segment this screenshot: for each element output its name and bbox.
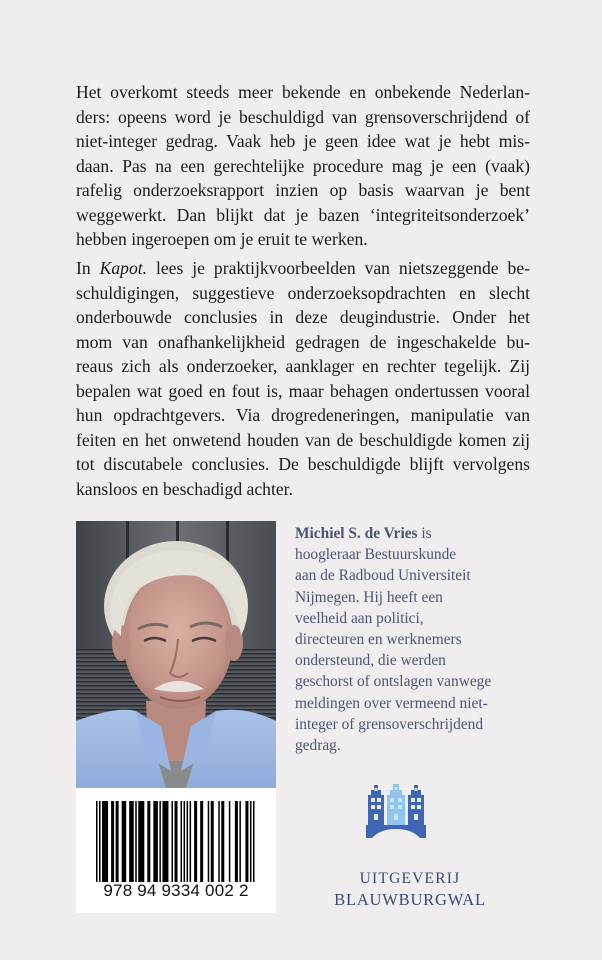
barcode-bar bbox=[159, 801, 161, 882]
barcode-bar bbox=[129, 801, 134, 882]
publisher-line-2: BLAUWBURGWAL bbox=[334, 890, 486, 909]
barcode-bar bbox=[235, 801, 238, 882]
barcode-bar bbox=[153, 801, 158, 882]
blurb-text: lees je praktijkvoorbeelden van nietszeggende be- bbox=[147, 258, 530, 278]
isbn-barcode bbox=[96, 801, 256, 882]
barcode-bar bbox=[174, 801, 177, 882]
canal-houses-bridge-icon bbox=[366, 781, 426, 839]
blurb-line: mom van onafhankelijkheid gedragen de ingeschakelde bu- bbox=[76, 331, 530, 352]
publisher-name bbox=[320, 868, 500, 910]
blurb-line bbox=[76, 256, 530, 281]
barcode-bar bbox=[116, 801, 119, 882]
blurb-line: rafelig onderzoeksrapport inzien op basis waarvan je bent bbox=[76, 180, 530, 200]
blurb-line: hebben ingeroepen om je eruit te werken. bbox=[76, 229, 368, 249]
barcode-bar bbox=[135, 801, 137, 882]
barcode-bar bbox=[200, 801, 203, 882]
barcode-bar bbox=[239, 801, 241, 882]
blurb-line: weggewerkt. Dan blijkt dat je bazen ‘integriteitsonderzoek’ bbox=[76, 204, 530, 225]
barcode-bar bbox=[122, 801, 127, 882]
barcode-bar bbox=[221, 801, 224, 882]
author-bio-line: aan de Radboud Universiteit bbox=[295, 567, 471, 585]
barcode-bar bbox=[208, 801, 210, 882]
barcode-bar bbox=[138, 801, 144, 882]
barcode-bar bbox=[181, 801, 183, 882]
blurb-line: daan. Pas na een gerechtelijke procedure mag je een (vaak) bbox=[76, 155, 530, 176]
author-bio-first-line bbox=[295, 523, 525, 544]
blurb-line: schuldigingen, suggestieve onderzoeksopdrachten en slecht bbox=[76, 282, 530, 303]
author-bio-line: ondersteund, die werden bbox=[295, 652, 446, 670]
barcode-bar bbox=[184, 801, 186, 882]
blurb-paragraph-2 bbox=[76, 256, 530, 501]
blurb-line: bepalen wat goed en fout is, maar behagen ondertussen vooral bbox=[76, 380, 530, 401]
blurb-line: tot discutabele conclusies. De beschuldigde blijft vervolgens bbox=[76, 454, 530, 474]
blurb-line: feiten en het onwetend houden van de beschuldigde komen zij bbox=[76, 429, 530, 450]
author-bio-line: gedrag. bbox=[295, 737, 341, 755]
book-title: Kapot. bbox=[99, 258, 148, 278]
barcode-bar bbox=[194, 801, 197, 882]
author-bio-line: geschorst of ontslagen vanwege bbox=[295, 673, 492, 691]
barcode-bar bbox=[190, 801, 192, 882]
author-bio-line: veelheid aan politici, bbox=[295, 609, 424, 627]
author-portrait-illustration bbox=[76, 521, 276, 788]
barcode-box bbox=[76, 788, 276, 913]
blurb-paragraph-1 bbox=[76, 80, 530, 252]
barcode-bar bbox=[218, 801, 220, 882]
author-photo bbox=[76, 521, 276, 788]
blurb-line: kansloos en beschadigd achter. bbox=[76, 478, 293, 499]
barcode-bar bbox=[250, 801, 252, 882]
author-bio-line: meldingen over vermeend niet- bbox=[295, 694, 488, 712]
barcode-bar bbox=[96, 801, 98, 882]
blurb-line: hun opdrachtgevers. Via drogredeneringen, manipulatie van bbox=[76, 405, 530, 425]
barcode-bar bbox=[99, 801, 101, 882]
author-bio-line: directeuren en werknemers bbox=[295, 631, 462, 649]
barcode-bar bbox=[245, 801, 248, 882]
barcode-bar bbox=[111, 801, 114, 882]
blurb-text: In bbox=[76, 258, 100, 278]
barcode-bar bbox=[171, 801, 173, 882]
blurb-line: onderbouwde conclusies in deze deugindustrie. Onder het bbox=[76, 307, 530, 327]
barcode-bar bbox=[102, 801, 108, 882]
barcode-bar bbox=[147, 801, 150, 882]
barcode-bar bbox=[211, 801, 214, 882]
blurb-line: Het overkomt steeds meer bekende en onbekende Nederlan- bbox=[76, 82, 530, 102]
author-bio-line: integer of grensoverschrijdend bbox=[295, 715, 484, 733]
blurb-line: niet-integer gedrag. Vaak heb je geen idee wat je hebt mis- bbox=[76, 131, 530, 151]
isbn-number: 978 94 9334 002 2 bbox=[103, 881, 249, 900]
author-bio-text: is bbox=[417, 525, 432, 542]
publisher-line-1: UITGEVERIJ bbox=[359, 870, 461, 887]
barcode-bar bbox=[162, 801, 168, 882]
author-bio-line: Nijmegen. Hij heeft een bbox=[295, 588, 443, 606]
barcode-bar bbox=[187, 801, 189, 882]
blurb-line: ders: opeens word je beschuldigd van grensoverschrijdend of bbox=[76, 106, 530, 127]
author-bio-line: hoogleraar Bestuurskunde bbox=[295, 546, 457, 564]
author-bio bbox=[295, 523, 525, 756]
barcode-bar bbox=[253, 801, 255, 882]
barcode-bar bbox=[229, 801, 231, 882]
blurb-line: reaus zich als onderzoeker, aanklager en rechter tegelijk. Zij bbox=[76, 356, 530, 376]
author-name: Michiel S. de Vries bbox=[295, 525, 418, 542]
